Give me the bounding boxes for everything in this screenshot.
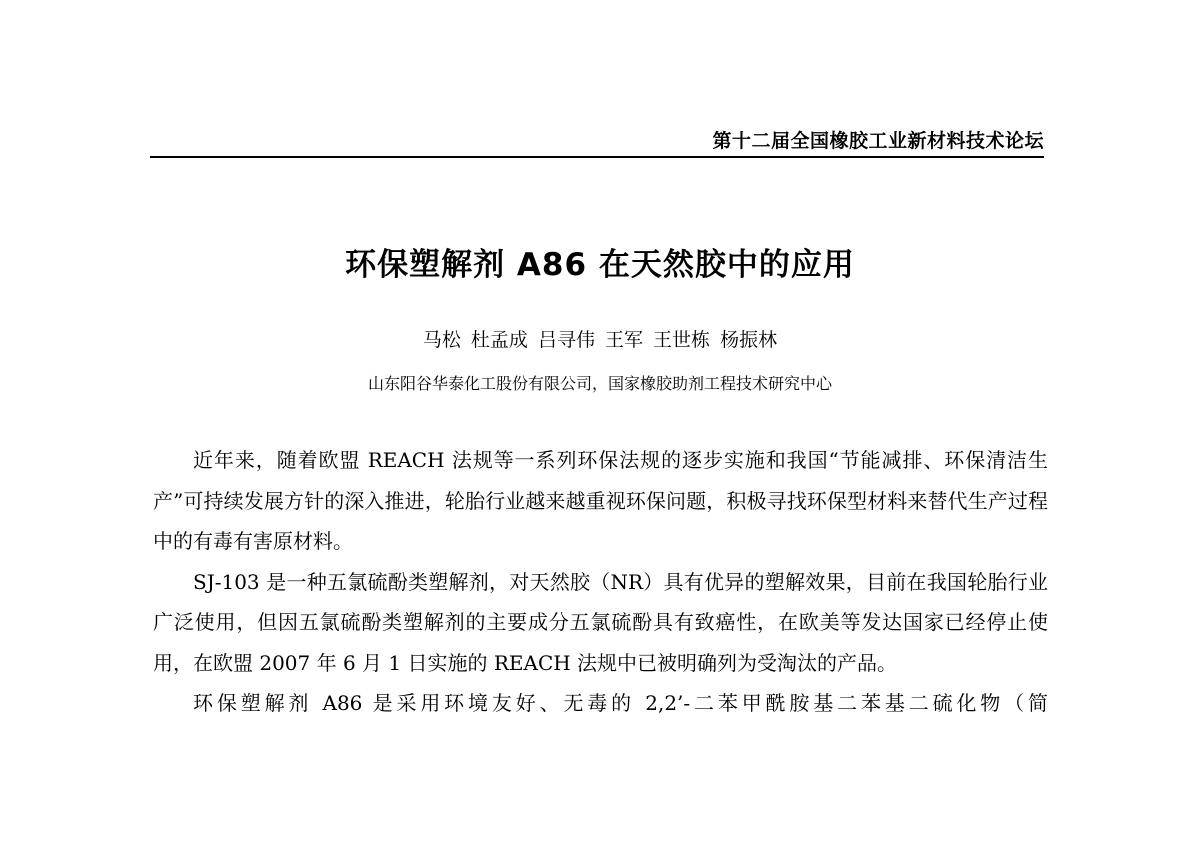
body-paragraph: SJ-103 是一种五氯硫酚类塑解剂，对天然胶（NR）具有优异的塑解效果，目前在我国轮胎行业广泛使用，但因五氯硫酚类塑解剂的主要成分五氯硫酚具有致癌性，在欧美等发达国家已经停止使用，在欧盟 2007 年 6 月 1 日实施的 REACH 法规中已被明确列为受淘汰的产品。 xyxy=(153,569,1048,675)
conference-name: 第十二届全国橡胶工业新材料技术论坛 xyxy=(712,130,1044,152)
article-body xyxy=(153,440,1048,724)
body-paragraph: 近年来，随着欧盟 REACH 法规等一系列环保法规的逐步实施和我国“节能减排、环保清洁生产”可持续发展方针的深入推进，轮胎行业越来越重视环保问题，积极寻找环保型材料来替代生产过程中的有毒有害原材料。 xyxy=(153,448,1048,553)
running-header xyxy=(150,118,1044,158)
author-affiliation: 山东阳谷华泰化工股份有限公司，国家橡胶助剂工程技术研究中心 xyxy=(367,374,832,393)
author-list: 马松 杜孟成 吕寻伟 王军 王世栋 杨振林 xyxy=(422,329,778,351)
body-paragraph: 环保塑解剂 A86 是采用环境友好、无毒的 2,2’-二苯甲酰胺基二苯基二硫化物（简 xyxy=(193,691,1048,715)
article-title: 环保塑解剂 A86 在天然胶中的应用 xyxy=(345,247,855,283)
